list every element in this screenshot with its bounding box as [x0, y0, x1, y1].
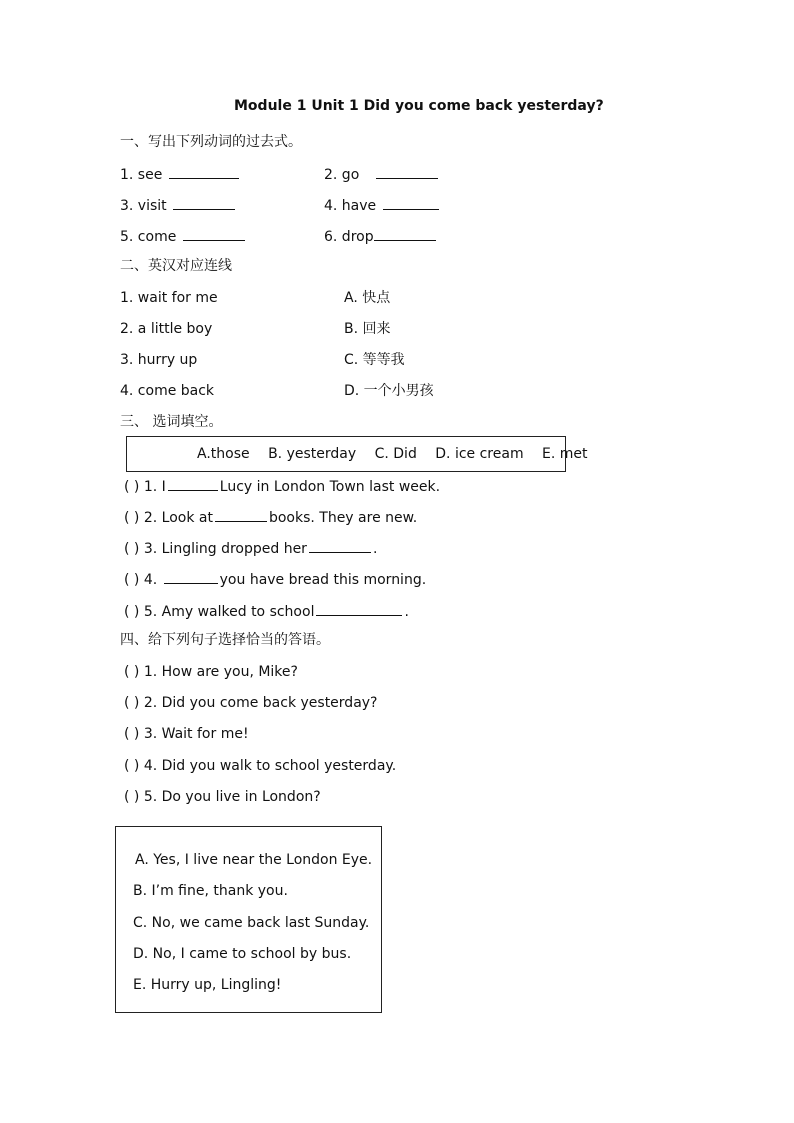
match-left-item[interactable]: 1. wait for me — [120, 290, 218, 306]
question-item — [324, 164, 440, 184]
word-bank — [197, 445, 588, 463]
item-label: 5. come — [120, 229, 177, 245]
match-right-item[interactable]: A. 快点 — [344, 290, 391, 306]
question-item — [120, 164, 241, 184]
fill-item — [124, 569, 426, 589]
item-text-post: Lucy in London Town last week. — [219, 479, 441, 495]
question-item — [120, 195, 237, 215]
page-title: Module 1 Unit 1 Did you come back yesterday? — [234, 98, 604, 114]
fill-item — [124, 507, 417, 527]
answer-blank[interactable] — [168, 476, 218, 491]
section3-heading: 三、 选词填空。 — [120, 414, 223, 430]
item-label: 2. go — [324, 167, 360, 183]
response-item[interactable]: ( ) 5. Do you live in London? — [124, 789, 321, 805]
answer-options-box — [115, 826, 382, 1013]
answer-option: D. No, I came to school by bus. — [133, 946, 352, 962]
match-left-item[interactable]: 4. come back — [120, 383, 215, 399]
match-right-item[interactable]: B. 回来 — [344, 321, 391, 337]
word-option: E. met — [542, 446, 588, 462]
word-option: B. yesterday — [268, 446, 357, 462]
answer-blank[interactable] — [183, 226, 245, 241]
answer-paren[interactable]: ( ) — [124, 572, 140, 588]
answer-blank[interactable] — [376, 164, 438, 179]
fill-item — [124, 538, 377, 558]
answer-paren[interactable]: ( ) — [124, 479, 140, 495]
response-item[interactable]: ( ) 3. Wait for me! — [124, 726, 249, 742]
match-right-item[interactable]: D. 一个小男孩 — [344, 383, 434, 399]
answer-blank[interactable] — [169, 164, 239, 179]
match-left-item[interactable]: 3. hurry up — [120, 352, 198, 368]
section1-heading: 一、写出下列动词的过去式。 — [120, 134, 302, 150]
response-item[interactable]: ( ) 1. How are you, Mike? — [124, 664, 298, 680]
word-option: D. ice cream — [435, 446, 524, 462]
item-text-post: books. They are new. — [268, 510, 418, 526]
item-text-pre: 2. Look at — [143, 510, 213, 526]
answer-blank[interactable] — [316, 601, 402, 616]
answer-paren[interactable]: ( ) — [124, 604, 140, 620]
item-text-pre: 4. — [143, 572, 162, 588]
word-option: C. Did — [374, 446, 417, 462]
item-label: 3. visit — [120, 198, 167, 214]
response-item[interactable]: ( ) 4. Did you walk to school yesterday. — [124, 758, 397, 774]
item-text-post: . — [372, 541, 378, 557]
item-text-pre: 5. Amy walked to school — [143, 604, 315, 620]
item-text-post: . — [404, 604, 409, 620]
fill-item — [124, 476, 440, 496]
word-option: A.those — [197, 446, 250, 462]
answer-paren[interactable]: ( ) — [124, 541, 140, 557]
answer-blank[interactable] — [309, 538, 371, 553]
answer-option: E. Hurry up, Lingling! — [133, 977, 282, 993]
answer-option: B. I’m fine, thank you. — [133, 883, 288, 899]
answer-blank[interactable] — [164, 569, 218, 584]
item-label: 1. see — [120, 167, 163, 183]
answer-paren[interactable]: ( ) — [124, 510, 140, 526]
item-text-pre: 3. Lingling dropped her — [143, 541, 307, 557]
match-right-item[interactable]: C. 等等我 — [344, 352, 405, 368]
item-label: 6. drop — [324, 229, 374, 245]
answer-blank[interactable] — [383, 195, 439, 210]
item-label: 4. have — [324, 198, 377, 214]
answer-option: C. No, we came back last Sunday. — [133, 915, 370, 931]
item-text-pre: 1. I — [143, 479, 166, 495]
match-left-item[interactable]: 2. a little boy — [120, 321, 213, 337]
item-text-post: you have bread this morning. — [219, 572, 427, 588]
section2-heading: 二、英汉对应连线 — [120, 258, 232, 274]
answer-option: A. Yes, I live near the London Eye. — [135, 852, 373, 868]
section4-heading: 四、给下列句子选择恰当的答语。 — [120, 632, 330, 648]
fill-item — [124, 601, 409, 621]
answer-blank[interactable] — [215, 507, 267, 522]
word-bank-box — [126, 436, 588, 472]
response-item[interactable]: ( ) 2. Did you come back yesterday? — [124, 695, 378, 711]
question-item — [324, 226, 438, 246]
answer-blank[interactable] — [173, 195, 235, 210]
question-item — [324, 195, 441, 215]
question-item — [120, 226, 247, 246]
answer-blank[interactable] — [374, 226, 436, 241]
